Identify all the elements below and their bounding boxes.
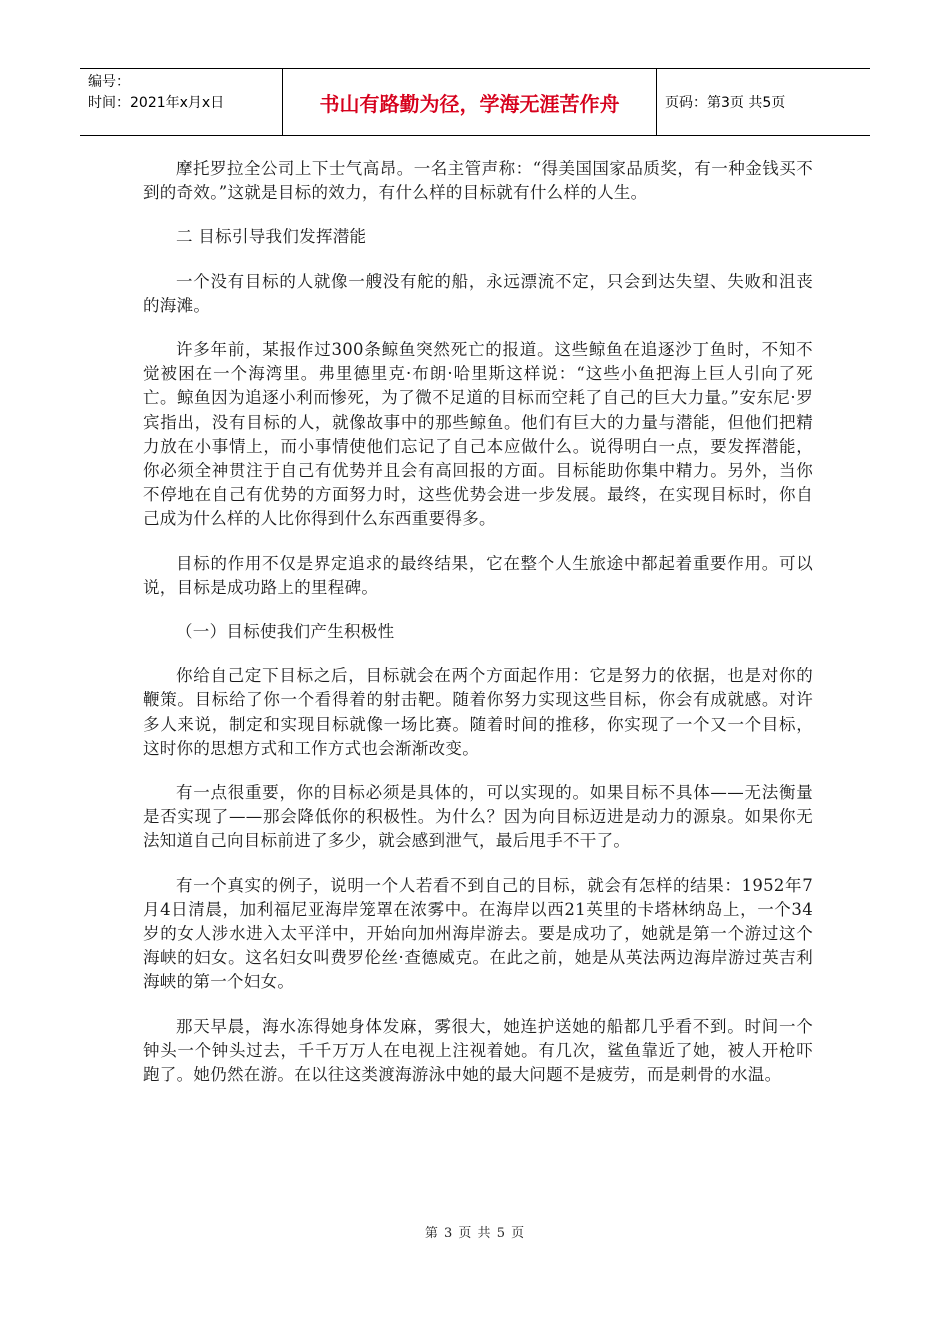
paragraph: 摩托罗拉全公司上下士气高昂。一名主管声称：“得美国国家品质奖，有一种金钱买不到的奇效。”这就是目标的效力，有什么样的目标就有什么样的人生。 [143,159,813,203]
paragraph: 你给自己定下目标之后，目标就会在两个方面起作用：它是努力的依据，也是对你的鞭策。目标给了你一个看得着的射击靶。随着你努力实现这些目标，你会有成就感。对许多人来说，制定和实现目标就像一场比赛。随着时间的推移，你实现了一个又一个目标，这时你的思想方式和工作方式也会渐渐改变。 [143,666,813,758]
header-page-info: 页码：第3页 共5页 [665,95,786,111]
paragraph: 目标的作用不仅是界定追求的最终结果，它在整个人生旅途中都起着重要作用。可以说，目标是成功路上的里程碑。 [143,553,813,597]
subsection-heading: （一）目标使我们产生积极性 [176,622,395,642]
paragraph: 有一点很重要，你的目标必须是具体的，可以实现的。如果目标不具体——无法衡量是否实现了——那会降低你的积极性。为什么？因为向目标迈进是动力的源泉。如果你无法知道自己向目标前进了多少，就会感到泄气，最后甩手不干了。 [143,783,813,851]
header-meta [80,69,283,135]
serial-number-label: 编号： [88,74,130,90]
date-label: 时间：2021年x月x日 [88,95,225,111]
section-heading: 二 目标引导我们发挥潜能 [176,227,367,247]
paragraph: 那天早晨，海水冻得她身体发麻，雾很大，她连护送她的船都几乎看不到。时间一个钟头一个钟头过去，千千万万人在电视上注视着她。有几次，鲨鱼靠近了她，被人开枪吓跑了。她仍然在游。在以往这类渡海游泳中她的最大问题不是疲劳，而是刺骨的水温。 [143,1016,813,1085]
paragraph: 一个没有目标的人就像一艘没有舵的船，永远漂流不定，只会到达失望、失败和沮丧的海滩。 [143,271,813,315]
header-motto: 书山有路勤为径，学海无涯苦作舟 [283,69,657,135]
document-body [143,157,813,1087]
paragraph: 许多年前，某报作过300条鲸鱼突然死亡的报道。这些鲸鱼在追逐沙丁鱼时，不知不觉被困在一个海湾里。弗里德里克·布朗·哈里斯这样说：“这些小鱼把海上巨人引向了死亡。鲸鱼因为追逐小利而惨死，为了微不足道的目标而空耗了自己的巨大力量。”安东尼·罗宾指出，没有目标的人，就像故事中的那些鲸鱼。他们有巨大的力量与潜能，但他们把精力放在小事情上，而小事情使他们忘记了自己本应做什么。说得明白一点，要发挥潜能，你必须全神贯注于自己有优势并且会有高回报的方面。目标能助你集中精力。另外，当你不停地在自己有优势的方面努力时，这些优势会进一步发展。最终，在实现目标时，你自己成为什么样的人比你得到什么东西重要得多。 [143,340,813,529]
paragraph: 有一个真实的例子，说明一个人若看不到自己的目标，就会有怎样的结果：1952年7月4日清晨，加利福尼亚海岸笼罩在浓雾中。在海岸以西21英里的卡塔林纳岛上，一个34岁的女人涉水进入太平洋中，开始向加州海岸游去。要是成功了，她就是第一个游过这个海峡的妇女。这名妇女叫费罗伦丝·查德威克。在此之前，她是从英法两边海岸游过英吉利海峡的第一个妇女。 [143,875,813,992]
page-header [80,68,870,136]
page-footer: 第 3 页 共 5 页 [424,1226,526,1241]
